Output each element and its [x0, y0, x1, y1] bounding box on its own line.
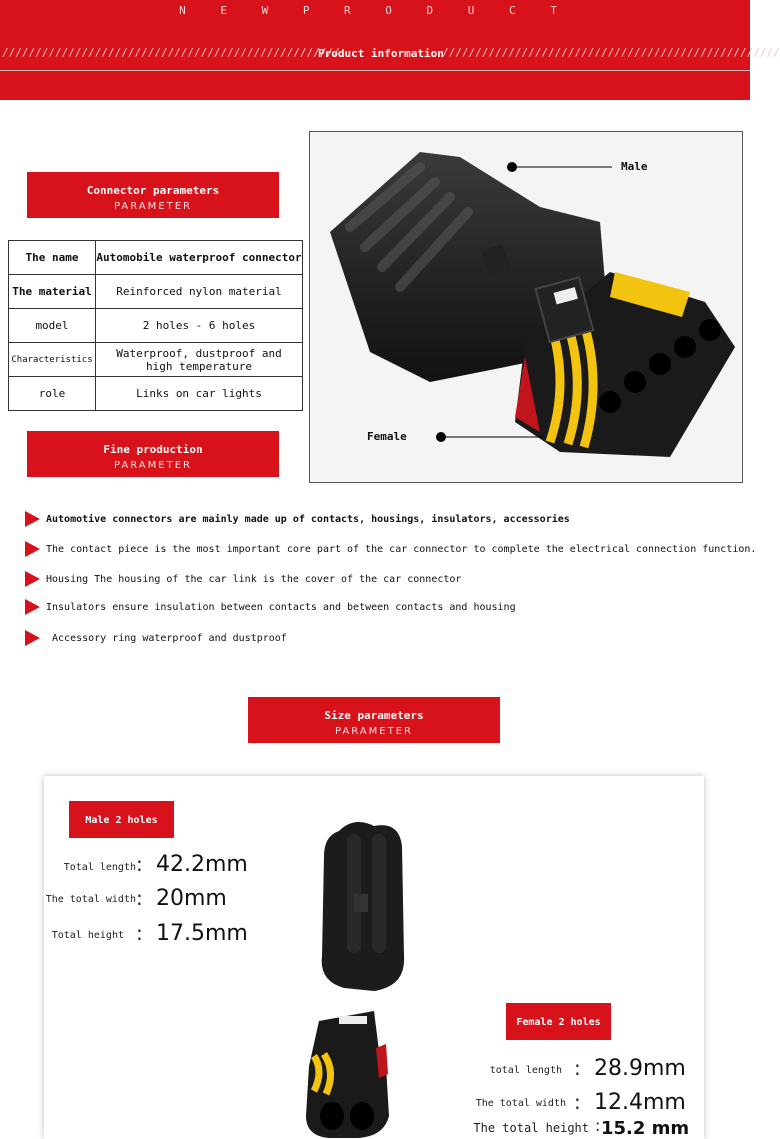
connector-parameters-title: Connector parameters — [86, 184, 220, 197]
male-tag — [69, 801, 174, 838]
male-callout-label: Male — [621, 160, 648, 173]
size-parameters-sub: PARAMETER — [335, 726, 413, 737]
colon: : — [136, 921, 143, 945]
list-item — [25, 630, 287, 646]
male-length-value: 42.2mm — [156, 852, 248, 877]
male-tag-label: Male 2 holes — [85, 815, 158, 826]
bullet-arrow-icon — [25, 630, 40, 646]
banner-divider — [0, 70, 750, 71]
male-width-label: The total width — [45, 894, 136, 905]
bullet-text: Accessory ring waterproof and dustproof — [46, 633, 287, 644]
spec-key: Characteristics — [9, 343, 96, 377]
size-parameters-header — [248, 697, 500, 743]
product-photo — [309, 131, 743, 483]
bullet-arrow-icon — [25, 511, 40, 527]
banner-slashes-left: /////////////////////////////////////////////////// — [2, 46, 340, 59]
table-row — [9, 377, 303, 411]
fine-production-title: Fine production — [103, 443, 203, 456]
bullet-arrow-icon — [25, 541, 40, 557]
female-length-label: total length — [489, 1065, 562, 1076]
male-height-value: 17.5mm — [156, 921, 248, 946]
size-parameters-title: Size parameters — [324, 709, 424, 722]
female-callout-label: Female — [367, 430, 407, 443]
spec-key: The material — [9, 275, 96, 309]
colon: : — [574, 1090, 581, 1114]
spec-value: 2 holes - 6 holes — [96, 309, 303, 343]
male-height-label: Total height — [51, 930, 124, 941]
colon: : — [595, 1116, 601, 1135]
female-height-value: 15.2 mm — [601, 1118, 690, 1139]
spec-key: model — [9, 309, 96, 343]
male-width-value: 20mm — [156, 886, 227, 911]
colon: : — [136, 886, 143, 910]
list-item — [25, 571, 461, 587]
female-length-value: 28.9mm — [594, 1056, 686, 1081]
spec-key: The name — [9, 241, 96, 275]
spec-table — [8, 240, 303, 411]
female-width-value: 12.4mm — [594, 1090, 686, 1115]
spec-key: role — [9, 377, 96, 411]
fine-production-header — [27, 431, 279, 477]
top-banner — [0, 0, 780, 100]
bullet-text: The contact piece is the most important core part of the car connector to complete the electrical connection function. — [46, 544, 757, 555]
bullet-arrow-icon — [25, 599, 40, 615]
table-row — [9, 343, 303, 377]
bullet-text: Insulators ensure insulation between contacts and between contacts and housing — [46, 602, 516, 613]
spec-value: Waterproof, dustproof and high temperature — [96, 343, 303, 377]
female-width-label: The total width — [475, 1098, 566, 1109]
table-row — [9, 275, 303, 309]
female-height-label: The total height — [473, 1121, 589, 1135]
table-row — [9, 241, 303, 275]
bullet-text: Housing The housing of the car link is the cover of the car connector — [46, 574, 462, 585]
colon: : — [136, 852, 143, 876]
banner-subtitle: N E W P R O D U C T — [179, 4, 571, 17]
female-tag-label: Female 2 holes — [516, 1017, 601, 1028]
size-card — [44, 776, 704, 1139]
connector-parameters-header — [27, 172, 279, 218]
list-item — [25, 511, 570, 527]
female-tag — [506, 1003, 611, 1040]
list-item — [25, 541, 756, 557]
table-row — [9, 309, 303, 343]
spec-value: Reinforced nylon material — [96, 275, 303, 309]
banner-slashes-right: /////////////////////////////////////////////////// — [442, 46, 780, 59]
fine-production-sub: PARAMETER — [114, 460, 192, 471]
spec-value: Links on car lights — [96, 377, 303, 411]
two-hole-connector-illustration — [284, 816, 444, 1139]
spec-value: Automobile waterproof connector — [96, 241, 303, 275]
male-length-label: Total length — [63, 862, 136, 873]
bullet-arrow-icon — [25, 571, 40, 587]
banner-info-title: Product information — [318, 47, 444, 60]
connector-parameters-sub: PARAMETER — [114, 201, 192, 212]
bullet-text: Automotive connectors are mainly made up of contacts, housings, insulators, accessories — [46, 514, 570, 525]
list-item — [25, 599, 516, 615]
colon: : — [574, 1056, 581, 1080]
